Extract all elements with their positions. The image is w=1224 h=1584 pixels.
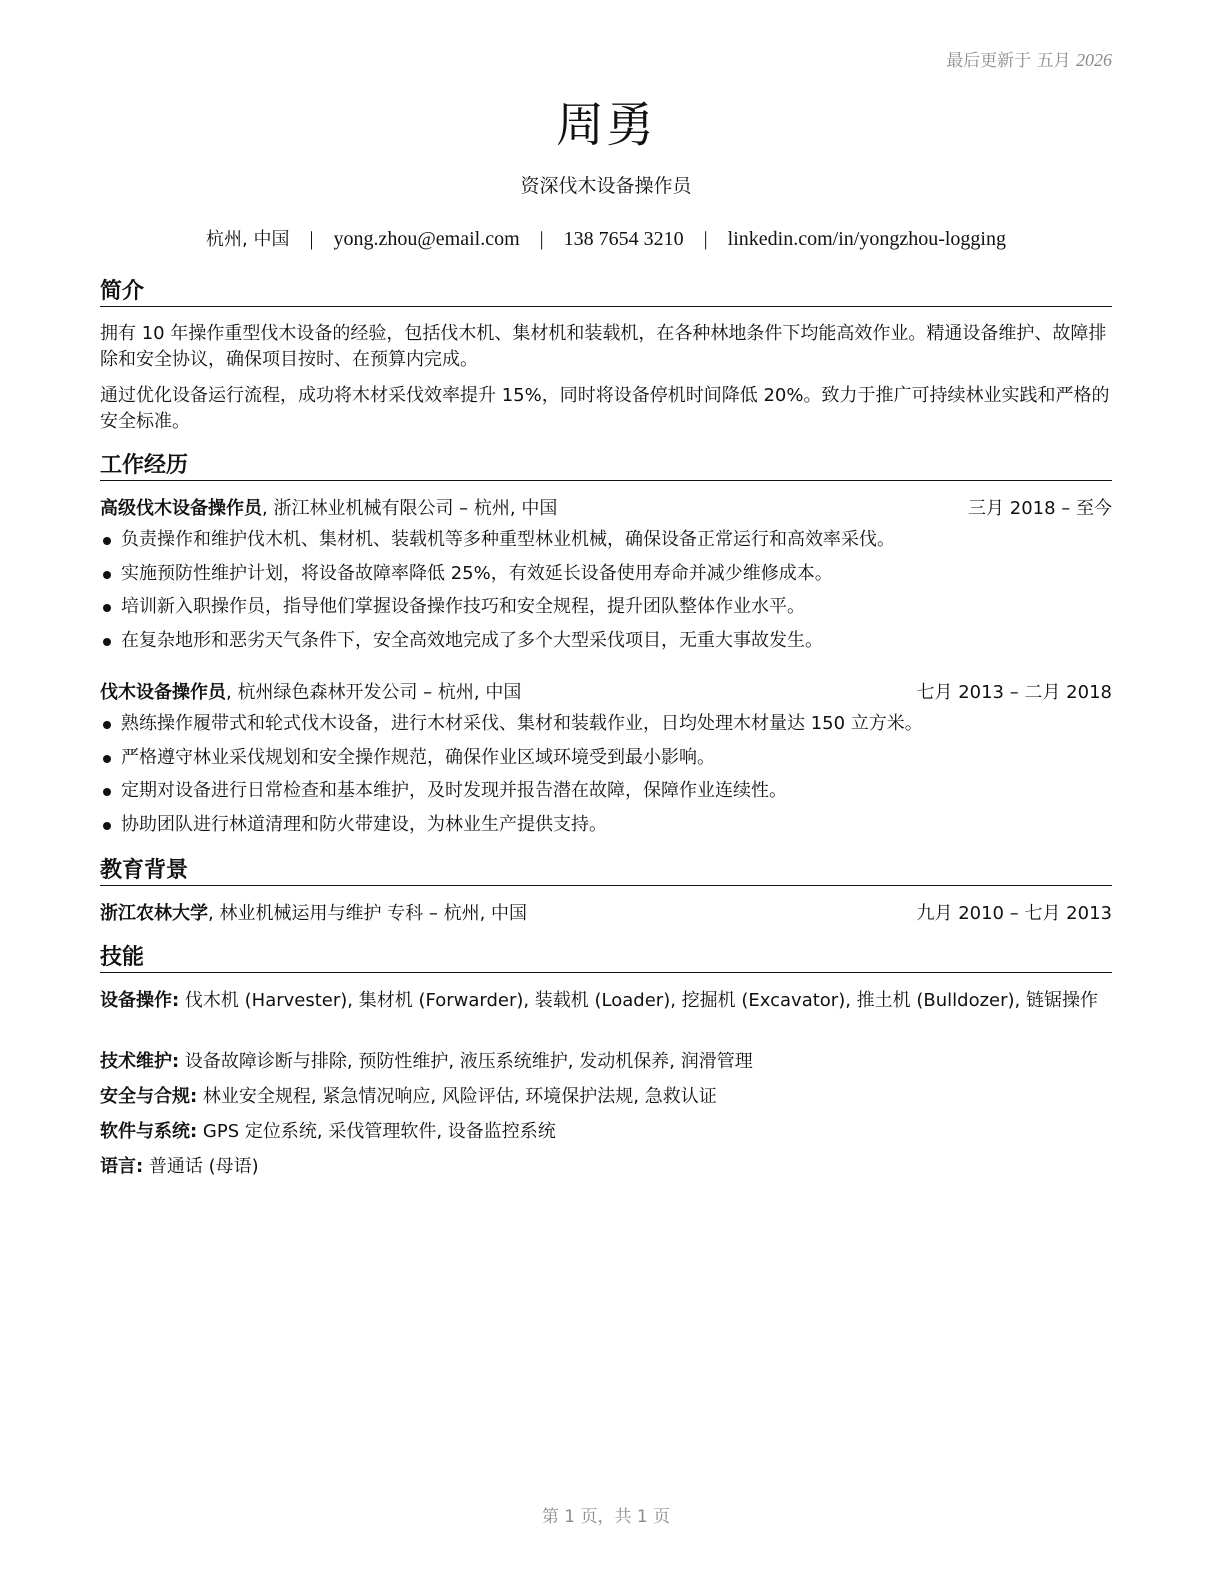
list-item: 严格遵守林业采伐规划和安全操作规范，确保作业区域环境受到最小影响。 — [100, 745, 1112, 779]
resume-page — [100, 0, 1112, 1584]
skill-row — [100, 1119, 1112, 1145]
skill-value: 普通话 (母语) — [143, 1156, 259, 1177]
list-item: 定期对设备进行日常检查和基本维护，及时发现并报告潜在故障，保障作业连续性。 — [100, 778, 1112, 812]
section-title-summary: 简介 — [100, 278, 1112, 307]
education-detail: , 林业机械运用与维护 专科 – 杭州, 中国 — [208, 903, 528, 924]
skill-label: 技术维护: — [100, 1051, 180, 1072]
list-item: 熟练操作履带式和轮式伐木设备，进行木材采伐、集材和装载作业，日均处理木材量达 150 立方米。 — [100, 711, 1112, 745]
last-updated-year: 2026 — [1076, 50, 1112, 70]
job-role: 伐木设备操作员 — [100, 682, 226, 703]
skill-label: 软件与系统: — [100, 1121, 198, 1142]
skill-row — [100, 1084, 1112, 1110]
contact-phone[interactable]: 138 7654 3210 — [563, 228, 684, 250]
page-footer: 第 1 页，共 1 页 — [541, 1507, 671, 1527]
skill-label: 安全与合规: — [100, 1086, 198, 1107]
job-dates: 七月 2013 – 二月 2018 — [916, 682, 1112, 703]
skill-value: 伐木机 (Harvester), 集材机 (Forwarder), 装载机 (Loader), 挖掘机 (Excavator), 推土机 (Bulldozer), 链锯操作 — [179, 990, 1099, 1011]
list-item: 在复杂地形和恶劣天气条件下，安全高效地完成了多个大型采伐项目，无重大事故发生。 — [100, 628, 1112, 662]
job-bullets — [100, 527, 1112, 661]
contact-separator: | — [539, 228, 544, 250]
skill-value: GPS 定位系统, 采伐管理软件, 设备监控系统 — [197, 1121, 556, 1142]
job-role: 高级伐木设备操作员 — [100, 498, 262, 519]
skill-value: 林业安全规程, 紧急情况响应, 风险评估, 环境保护法规, 急救认证 — [197, 1086, 717, 1107]
skill-row — [100, 988, 1112, 1014]
job-org: , 浙江林业机械有限公司 – 杭州, 中国 — [262, 498, 558, 519]
job-header — [100, 680, 1112, 706]
skill-label: 语言: — [100, 1156, 144, 1177]
skill-value: 设备故障诊断与排除, 预防性维护, 液压系统维护, 发动机保养, 润滑管理 — [179, 1051, 753, 1072]
education-dates: 九月 2010 – 七月 2013 — [916, 903, 1112, 924]
list-item: 实施预防性维护计划，将设备故障率降低 25%，有效延长设备使用寿命并减少维修成本。 — [100, 561, 1112, 595]
contact-city: 杭州, 中国 — [206, 229, 290, 250]
section-title-skills: 技能 — [100, 944, 1112, 973]
contact-line — [100, 225, 1112, 251]
job-header — [100, 496, 1112, 522]
summary-paragraph: 通过优化设备运行流程，成功将木材采伐效率提升 15%，同时将设备停机时间降低 20%。致力于推广可持续林业实践和严格的安全标准。 — [100, 385, 1110, 432]
last-updated — [946, 46, 1112, 71]
job-dates: 三月 2018 – 至今 — [968, 498, 1112, 519]
contact-separator: | — [309, 228, 314, 250]
education-school: 浙江农林大学 — [100, 903, 208, 924]
section-title-education: 教育背景 — [100, 857, 1112, 886]
section-title-experience: 工作经历 — [100, 452, 1112, 481]
contact-linkedin[interactable]: linkedin.com/in/yongzhou-logging — [727, 228, 1006, 250]
summary-paragraph: 拥有 10 年操作重型伐木设备的经验，包括伐木机、集材机和装载机，在各种林地条件下均能高效作业。精通设备维护、故障排除和安全协议，确保项目按时、在预算内完成。 — [100, 323, 1107, 370]
skill-label: 设备操作: — [100, 990, 180, 1011]
list-item: 负责操作和维护伐木机、集材机、装载机等多种重型林业机械，确保设备正常运行和高效率采伐。 — [100, 527, 1112, 561]
list-item: 协助团队进行林道清理和防火带建设，为林业生产提供支持。 — [100, 812, 1112, 846]
candidate-name: 周勇 — [555, 97, 656, 153]
job-bullets — [100, 711, 1112, 845]
education-header — [100, 901, 1112, 927]
candidate-headline: 资深伐木设备操作员 — [520, 175, 692, 197]
contact-email[interactable]: yong.zhou@email.com — [333, 228, 520, 250]
skill-row — [100, 1154, 1112, 1180]
job-org: , 杭州绿色森林开发公司 – 杭州, 中国 — [226, 682, 522, 703]
list-item: 培训新入职操作员，指导他们掌握设备操作技巧和安全规程，提升团队整体作业水平。 — [100, 594, 1112, 628]
skill-row — [100, 1049, 1112, 1075]
last-updated-label: 最后更新于 五月 — [946, 51, 1071, 71]
contact-separator: | — [703, 228, 708, 250]
